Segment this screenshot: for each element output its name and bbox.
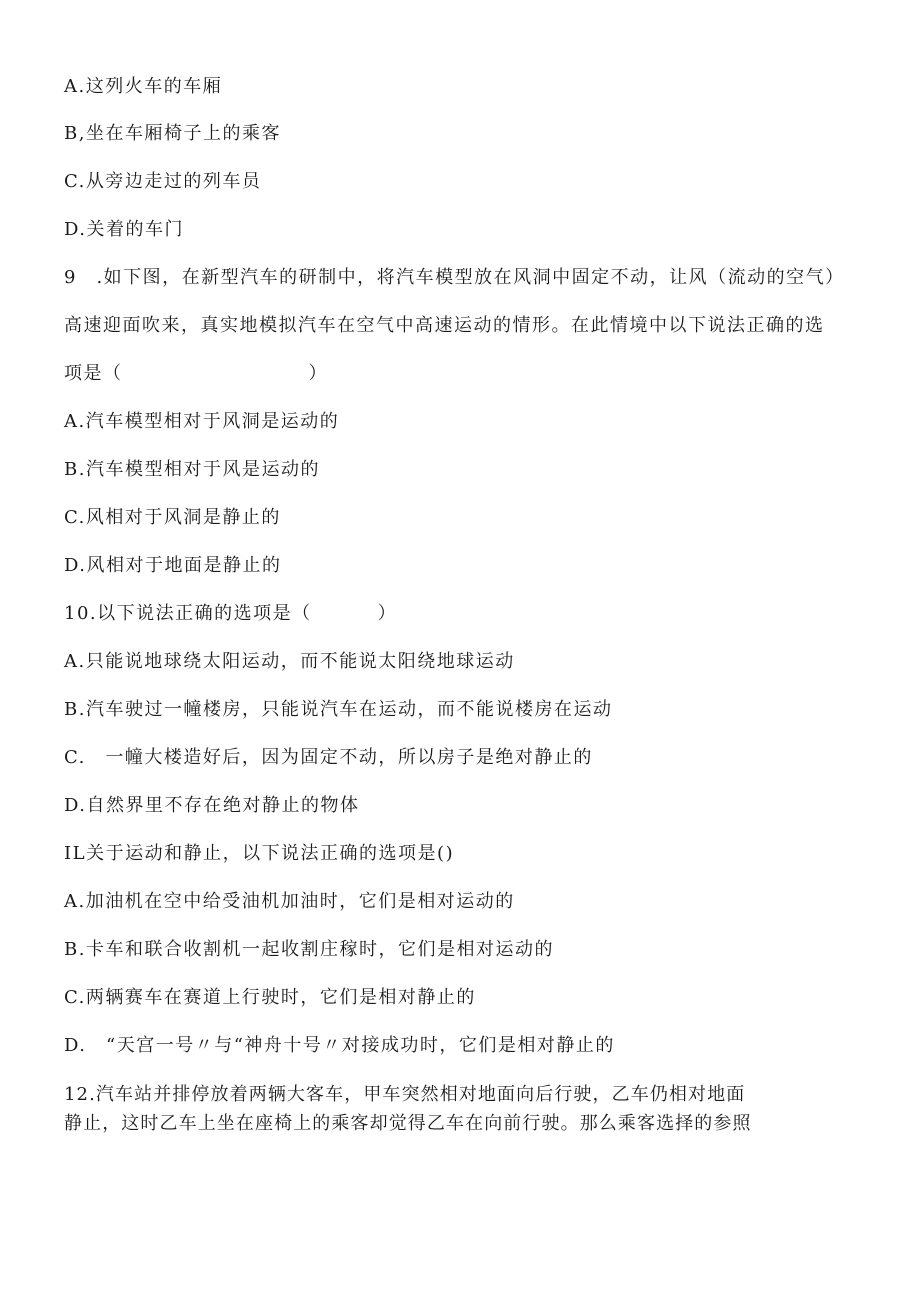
q11-option-c: C.两辆赛车在赛道上行驶时，它们是相对静止的 [64,987,476,1008]
q10-stem-prefix: 10.以下说法正确的选项是（ [64,603,312,624]
q12-stem-line2: 静止，这时乙车上坐在座椅上的乘客却觉得乙车在向前行驶。那么乘客选择的参照 [64,1113,752,1134]
q11-stem: IL关于运动和静止，以下说法正确的选项是() [64,843,455,864]
q9-option-c: C.风相对于风洞是静止的 [64,507,281,528]
q10-stem-suffix: ） [377,603,398,624]
q12-stem-line1: 12.汽车站并排停放着两辆大客车，甲车突然相对地面向后行驶，乙车仍相对地面 [64,1084,746,1105]
q9-option-d: D.风相对于地面是静止的 [64,555,282,576]
q10-stem [64,602,397,626]
q8-option-c: C.从旁边走过的列车员 [64,171,262,192]
q9-stem-line2: 高速迎面吹来，真实地模拟汽车在空气中高速运动的情形。在此情境中以下说法正确的选 [64,315,825,336]
q11-option-b: B.卡车和联合收割机一起收割庄稼时，它们是相对运动的 [64,939,554,960]
q11-option-a: A.加油机在空中给受油机加油时，它们是相对运动的 [64,891,515,912]
q11-option-d: D. “天宫一号〃与“神舟十号〃对接成功时，它们是相对静止的 [64,1035,615,1056]
q9-stem-prefix: 项是（ [64,363,123,384]
q9-stem-suffix: ） [308,363,328,384]
q10-option-c: C. 一幢大楼造好后，因为固定不动，所以房子是绝对静止的 [64,747,593,768]
q9-stem-line3 [64,362,328,386]
q9-option-a: A.汽车模型相对于风洞是运动的 [64,411,340,432]
q8-option-b: B,坐在车厢椅子上的乘客 [64,123,281,144]
q10-option-b: B.汽车驶过一幢楼房，只能说汽车在运动，而不能说楼房在运动 [64,699,613,720]
q9-option-b: B.汽车模型相对于风是运动的 [64,459,320,480]
q10-option-d: D.自然界里不存在绝对静止的物体 [64,795,360,816]
q8-option-a: A.这列火车的车厢 [64,76,223,97]
q8-option-d: D.关着的车门 [64,219,185,240]
q10-option-a: A.只能说地球绕太阳运动，而不能说太阳绕地球运动 [64,651,515,672]
q9-stem-line1: 9 .如下图，在新型汽车的研制中，将汽车模型放在风洞中固定不动，让风（流动的空气） [64,267,845,288]
